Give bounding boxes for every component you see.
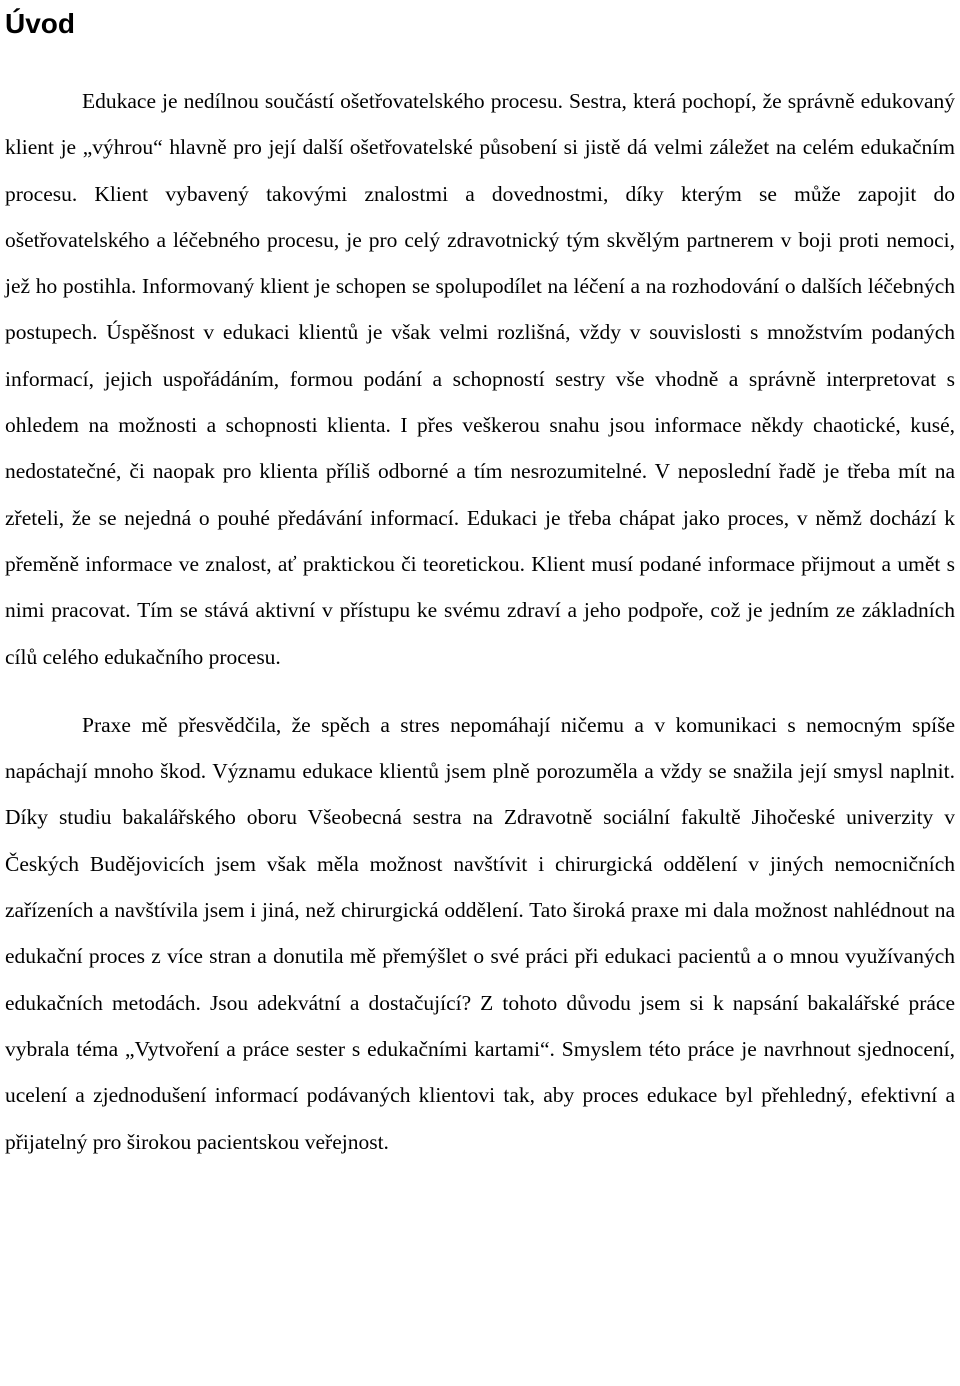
paragraph-1: Edukace je nedílnou součástí ošetřovatelského procesu. Sestra, která pochopí, že správně edukovaný klient je „výhrou“ hlavně pro její další ošetřovatelské působení si jistě dá velmi záležet na celém edukačním procesu. Klient vybavený takovými znalostmi a dovednostmi, díky kterým se může zapojit do ošetřovatelského a léčebného procesu, je pro celý zdravotnický tým skvělým partnerem v boji proti nemoci, jež ho postihla. Informovaný klient je schopen se spolupodílet na léčení a na rozhodování o dalších léčebných postupech. Úspěšnost v edukaci klientů je však velmi rozlišná, vždy v souvislosti s množstvím podaných informací, jejich uspořádáním, formou podání a schopností sestry vše vhodně a správně interpretovat s ohledem na možnosti a schopnosti klienta. I přes veškerou snahu jsou informace někdy chaotické, kusé, nedostatečné, či naopak pro klienta příliš odborné a tím nesrozumitelné. V neposlední řadě je třeba mít na zřeteli, že se nejedná o pouhé předávání informací. Edukaci je třeba chápat jako proces, v němž dochází k přeměně informace ve znalost, ať praktickou či teoretickou. Klient musí podané informace přijmout a umět s nimi pracovat. Tím se stává aktivní v přístupu ke svému zdraví a jeho podpoře, což je jedním ze základních cílů celého edukačního procesu. bbox=[5, 89, 955, 669]
section-heading: Úvod bbox=[5, 8, 75, 39]
paragraph-2: Praxe mě přesvědčila, že spěch a stres nepomáhají ničemu a v komunikaci s nemocným spíše napáchají mnoho škod. Významu edukace klientů jsem plně porozuměla a vždy se snažila její smysl naplnit. Díky studiu bakalářského oboru Všeobecná sestra na Zdravotně sociální fakultě Jihočeské univerzity v Českých Budějovicích jsem však měla možnost navštívit i chirurgická oddělení v jiných nemocničních zařízeních a navštívila jsem i jiná, než chirurgická oddělení. Tato široká praxe mi dala možnost nahlédnout na edukační proces z více stran a donutila mě přemýšlet o své práci při edukaci pacientů a o mnou využívaných edukačních metodách. Jsou adekvátní a dostačující? Z tohoto důvodu jsem si k napsání bakalářské práce vybrala téma „Vytvoření a práce sester s edukačními kartami“. Smyslem této práce je navrhnout sjednocení, ucelení a zjednodušení informací podávaných klientovi tak, aby proces edukace byl přehledný, efektivní a přijatelný pro širokou pacientskou veřejnost. bbox=[5, 712, 955, 1154]
document-page bbox=[5, 0, 955, 1165]
